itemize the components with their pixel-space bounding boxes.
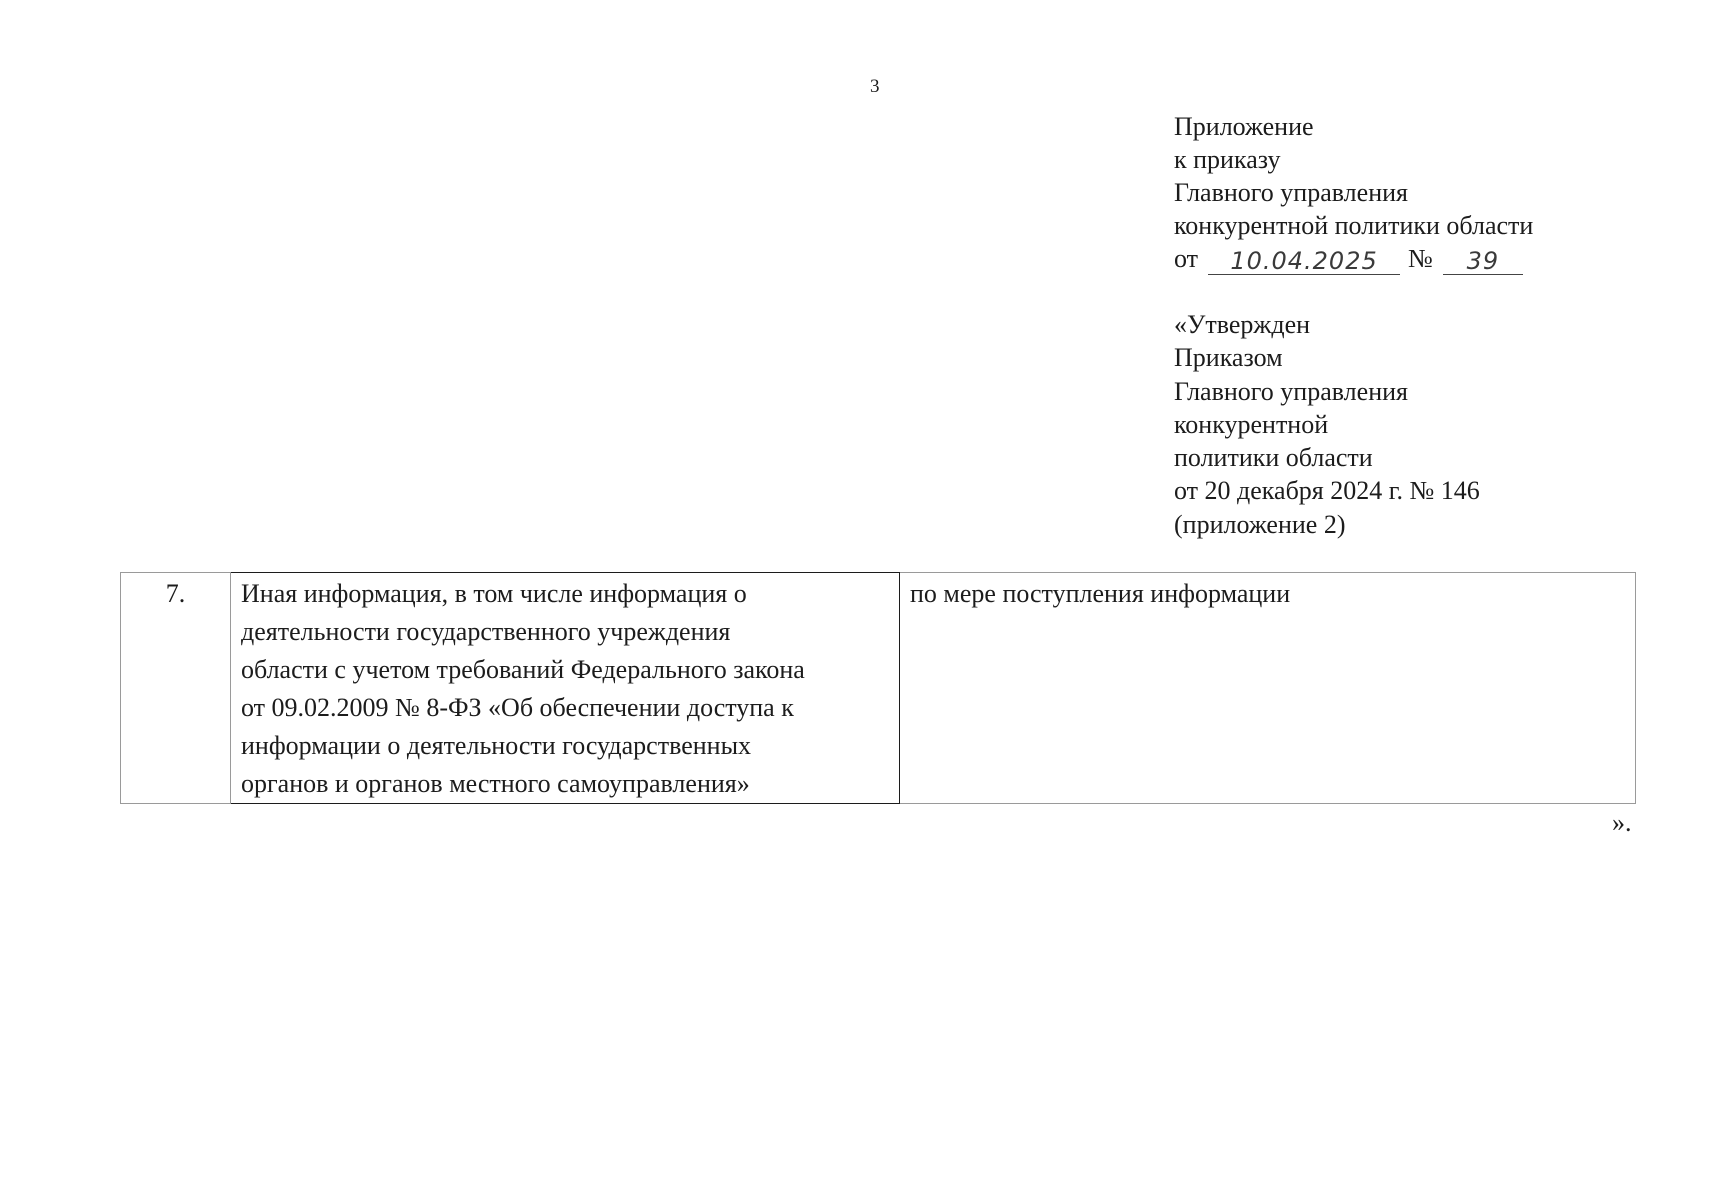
approved-line: «Утвержден xyxy=(1174,310,1311,339)
number-sign: № xyxy=(1408,244,1433,273)
approved-line: Главного управления xyxy=(1174,376,1408,406)
page-number: 3 xyxy=(870,76,880,97)
description-line: от 09.02.2009 № 8-ФЗ «Об обеспечении доступа к xyxy=(241,693,794,722)
row-term: по мере поступления информации xyxy=(900,573,1636,804)
row-number: 7. xyxy=(121,573,231,804)
approved-line: политики области xyxy=(1174,443,1373,473)
description-line: информации о деятельности государственных xyxy=(241,731,752,760)
table-row xyxy=(121,573,1636,804)
handwritten-order-number: 39 xyxy=(1443,248,1523,275)
order-date-line xyxy=(1174,242,1533,275)
description-line: Иная информация, в том числе информация о xyxy=(241,579,747,608)
appendix-line-authority: Главного управления xyxy=(1174,178,1408,207)
appendix-line-authority-cont: конкурентной политики области xyxy=(1174,211,1534,240)
closing-quote: ». xyxy=(1612,808,1632,837)
information-table xyxy=(120,572,1636,804)
appendix-title: Приложение xyxy=(1174,112,1314,141)
description-line: органов и органов местного самоуправления» xyxy=(241,769,750,798)
appendix-header xyxy=(1174,110,1533,275)
description-line: области с учетом требований Федерального закона xyxy=(241,655,805,684)
approved-line: конкурентной xyxy=(1174,409,1329,439)
approved-line: от 20 декабря 2024 г. № 146 xyxy=(1174,476,1480,506)
description-line: деятельности государственного учреждения xyxy=(241,617,731,646)
order-prefix: от xyxy=(1174,244,1199,273)
row-description xyxy=(231,573,900,804)
approved-line: (приложение 2) xyxy=(1174,509,1346,539)
approved-header xyxy=(1174,308,1480,541)
appendix-line-order: к приказу xyxy=(1174,145,1281,174)
approved-line: Приказом xyxy=(1174,343,1283,373)
handwritten-order-date: 10.04.2025 xyxy=(1208,248,1400,275)
